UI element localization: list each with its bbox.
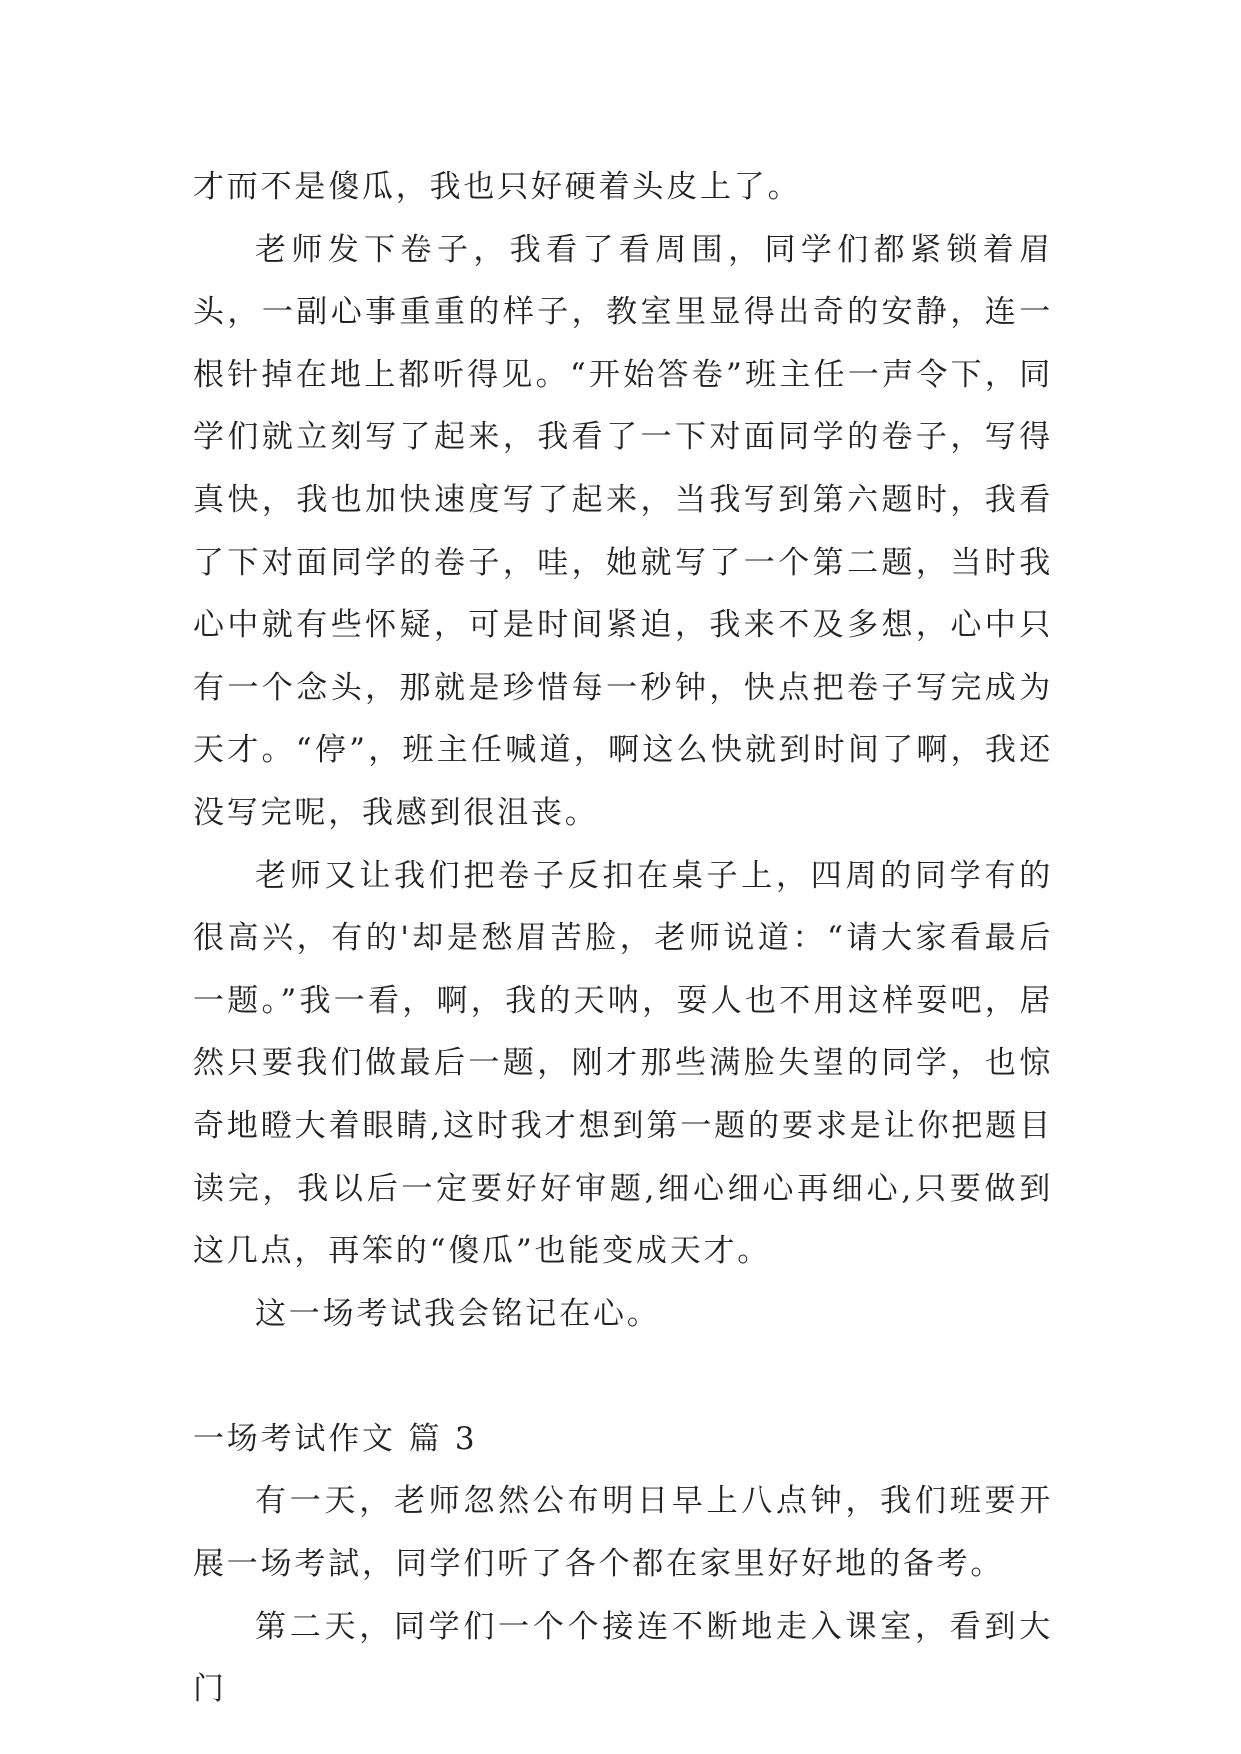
paragraph: 老师又让我们把卷子反扣在桌子上，四周的同学有的很高兴，有的'却是愁眉苦脸，老师说道：“请大家看最后一题。”我一看，啊，我的天呐，耍人也不用这样耍吧，居然只要我们做最后一题，刚才那些满脸失望的同学，也惊奇地瞪大着眼睛,这时我才想到第一题的要求是让你把题目读完，我以后一定要好好审题,细心细心再细心,只要做到这几点，再笨的“傻瓜”也能变成天才。 (193, 857, 1053, 1270)
paragraph-continuation: 才而不是傻瓜，我也只好硬着头皮上了。 (193, 169, 802, 205)
section-heading: 一场考试作文 篇 3 (193, 1420, 478, 1457)
document-body (193, 156, 1053, 1721)
paragraph: 有一天，老师忽然公布明日早上八点钟，我们班要开展一场考試，同学们听了各个都在家里好好地的备考。 (193, 1483, 1053, 1583)
paragraph: 这一场考试我会铭记在心。 (255, 1295, 661, 1332)
paragraph: 第二天，同学们一个个接连不断地走入课室，看到大门 (193, 1608, 1053, 1708)
blank-line (193, 1345, 1053, 1408)
paragraph: 老师发下卷子，我看了看周围，同学们都紧锁着眉头，一副心事重重的样子，教室里显得出奇的安静，连一根针掉在地上都听得见。“开始答卷”班主任一声令下，同学们就立刻写了起来，我看了一下对面同学的卷子，写得真快，我也加快速度写了起来，当我写到第六题时，我看了下对面同学的卷子，哇，她就写了一个第二题，当时我心中就有些怀疑，可是时间紧迫，我来不及多想，心中只有一个念头，那就是珍惜每一秒钟，快点把卷子写完成为天才。“停”，班主任喊道，啊这么快就到时间了啊，我还没写完呢，我感到很沮丧。 (193, 231, 1053, 831)
